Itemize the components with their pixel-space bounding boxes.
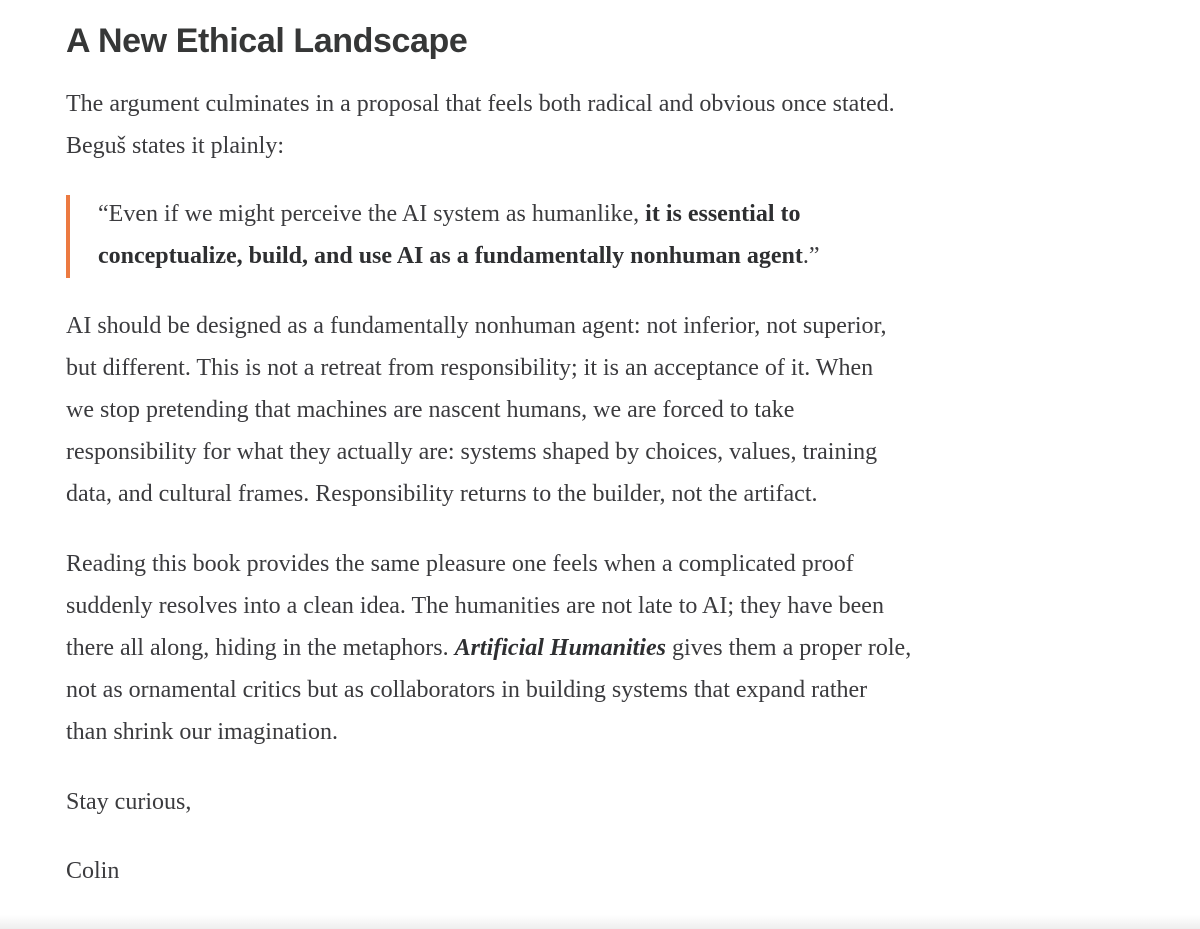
paragraph-nonhuman-agent bbox=[66, 305, 887, 515]
quote-line-2-plain: .” bbox=[802, 243, 820, 269]
p2-line-4: responsibility for what they actually are: systems shaped by choices, values, training bbox=[66, 439, 878, 465]
paragraph-book-reading bbox=[66, 543, 911, 753]
p3-line-3 bbox=[66, 627, 911, 669]
blockquote bbox=[66, 193, 1066, 279]
p3-line-4: not as ornamental critics but as collaborators in building systems that expand rather bbox=[66, 677, 868, 703]
p2-line-3: we stop pretending that machines are nascent humans, we are forced to take bbox=[66, 397, 795, 423]
signoff-name: Colin bbox=[66, 858, 120, 884]
p2-line-5: data, and cultural frames. Responsibility returns to the builder, not the artifact. bbox=[66, 481, 818, 507]
p2-line-2: but different. This is not a retreat from responsibility; it is an acceptance of it. When bbox=[66, 355, 874, 381]
quote-line-1 bbox=[98, 193, 819, 235]
p3-line-1: Reading this book provides the same pleasure one feels when a complicated proof bbox=[66, 551, 854, 577]
p3-line-2: suddenly resolves into a clean idea. The humanities are not late to AI; they have been bbox=[66, 593, 884, 619]
p3-line-5: than shrink our imagination. bbox=[66, 719, 338, 745]
quote-line-1-bold: it is essential to bbox=[645, 201, 801, 227]
book-title: Artificial Humanities bbox=[454, 635, 666, 661]
section-heading: A New Ethical Landscape bbox=[66, 22, 468, 60]
blockquote-text bbox=[98, 193, 819, 277]
signoff-closing: Stay curious, bbox=[66, 789, 192, 815]
bottom-edge-shadow bbox=[0, 915, 1200, 929]
p3-line-3-after: gives them a proper role, bbox=[665, 635, 912, 661]
quote-line-2 bbox=[98, 235, 819, 277]
p3-line-3-before: there all along, hiding in the metaphors. bbox=[66, 635, 455, 661]
blockquote-accent-bar bbox=[66, 195, 70, 278]
intro-line-2: Beguš states it plainly: bbox=[66, 133, 284, 159]
p2-line-1: AI should be designed as a fundamentally nonhuman agent: not inferior, not superior, bbox=[66, 313, 887, 339]
intro-paragraph bbox=[66, 83, 895, 167]
intro-line-1: The argument culminates in a proposal that feels both radical and obvious once stated. bbox=[66, 91, 895, 117]
quote-line-2-bold: conceptualize, build, and use AI as a fundamentally nonhuman agent bbox=[98, 243, 803, 269]
quote-line-1-plain: “Even if we might perceive the AI system as humanlike, bbox=[98, 201, 646, 227]
